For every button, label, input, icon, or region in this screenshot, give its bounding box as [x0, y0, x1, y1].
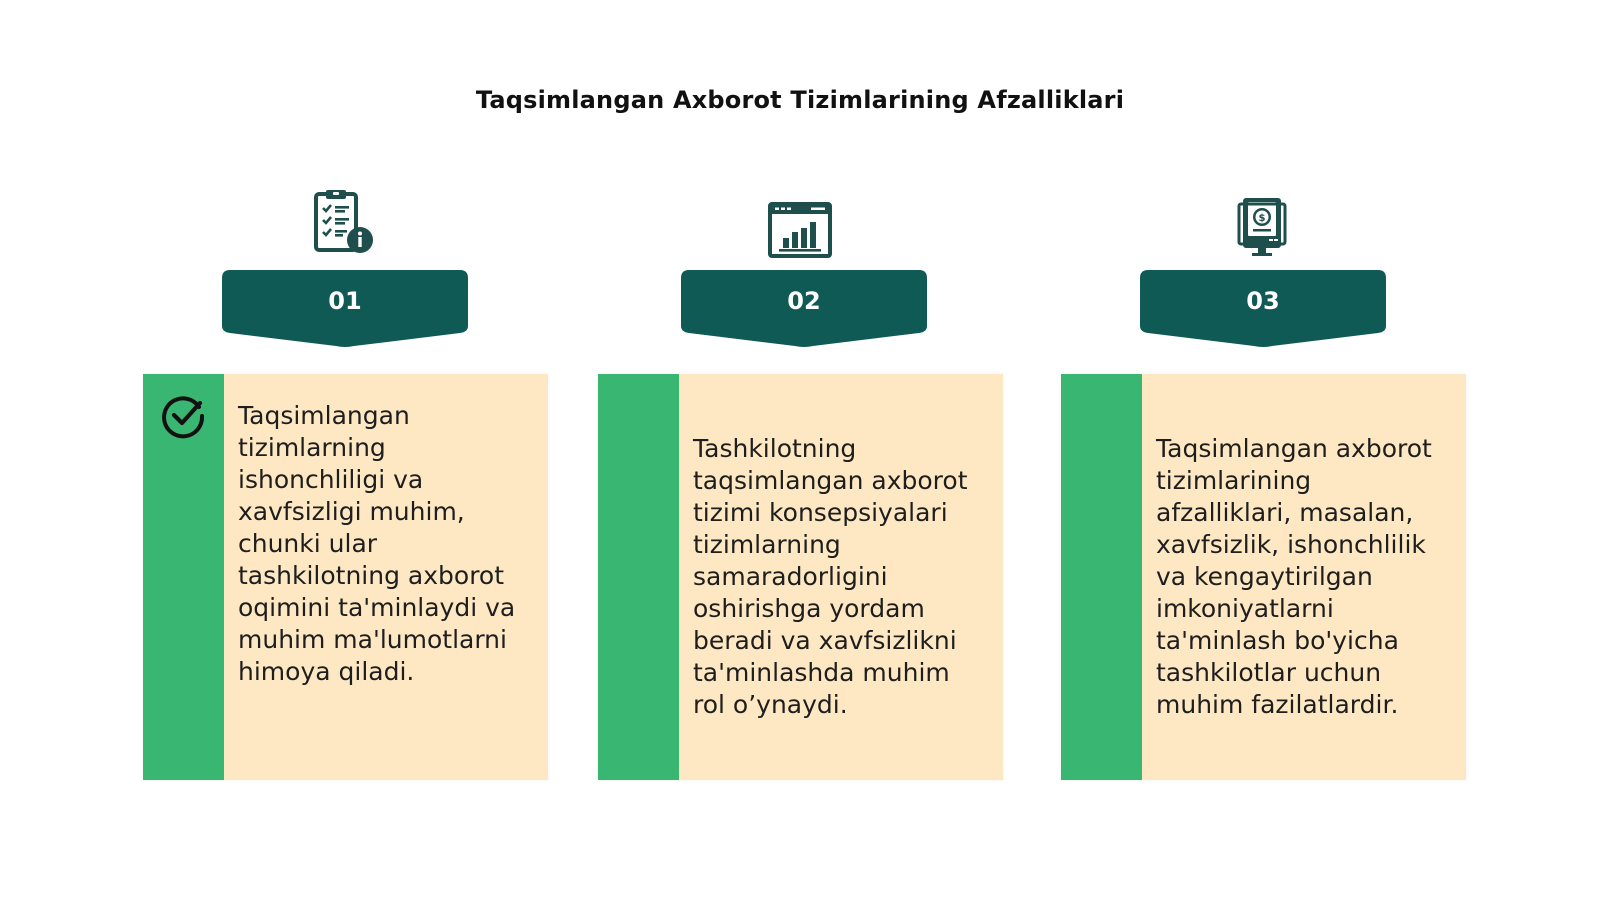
card-body: [1142, 374, 1466, 780]
card-stripe: [598, 374, 679, 780]
svg-text:$: $: [1258, 213, 1266, 224]
advantage-card-01: [143, 374, 548, 780]
step-badge-02: [681, 270, 927, 350]
step-badge-01: [222, 270, 468, 350]
clipboard-checklist-info-icon: [310, 188, 380, 258]
card-body: [224, 374, 548, 780]
step-number: 03: [1246, 287, 1280, 315]
page-title: Taqsimlangan Axborot Tizimlarining Afzalliklari: [475, 86, 1125, 114]
step-number: 01: [328, 287, 362, 315]
check-circle-icon: [161, 393, 207, 439]
step-badge-03: [1140, 270, 1386, 350]
advantage-card-02: [598, 374, 1003, 780]
advantage-card-03: [1061, 374, 1466, 780]
step-number: 02: [787, 287, 821, 315]
browser-bar-chart-icon: [765, 192, 835, 262]
card-stripe: [1061, 374, 1142, 780]
card-body: [679, 374, 1003, 780]
monitor-dollar-icon: [1227, 192, 1297, 262]
card-text: Taqsimlangan tizimlarning ishonchliligi va xavfsizligi muhim, chunki ular tashkilotning axborot oqimini ta'minlaydi va muhim ma'lumotlarni himoya qiladi.: [238, 401, 516, 686]
card-text: Taqsimlangan axborot tizimlarining afzalliklari, masalan, xavfsizlik, ishonchlilik va kengaytirilgan imkoniyatlarni ta'minlash bo'yicha tashkilotlar uchun muhim fazilatlardir.: [1156, 434, 1432, 719]
card-text: Tashkilotning taqsimlangan axborot tizimi konsepsiyalari tizimlarning samaradorligini oshirishga yordam beradi va xavfsizlikni ta'minlashda muhim rol o’ynaydi.: [693, 434, 968, 719]
card-stripe: [143, 374, 224, 780]
